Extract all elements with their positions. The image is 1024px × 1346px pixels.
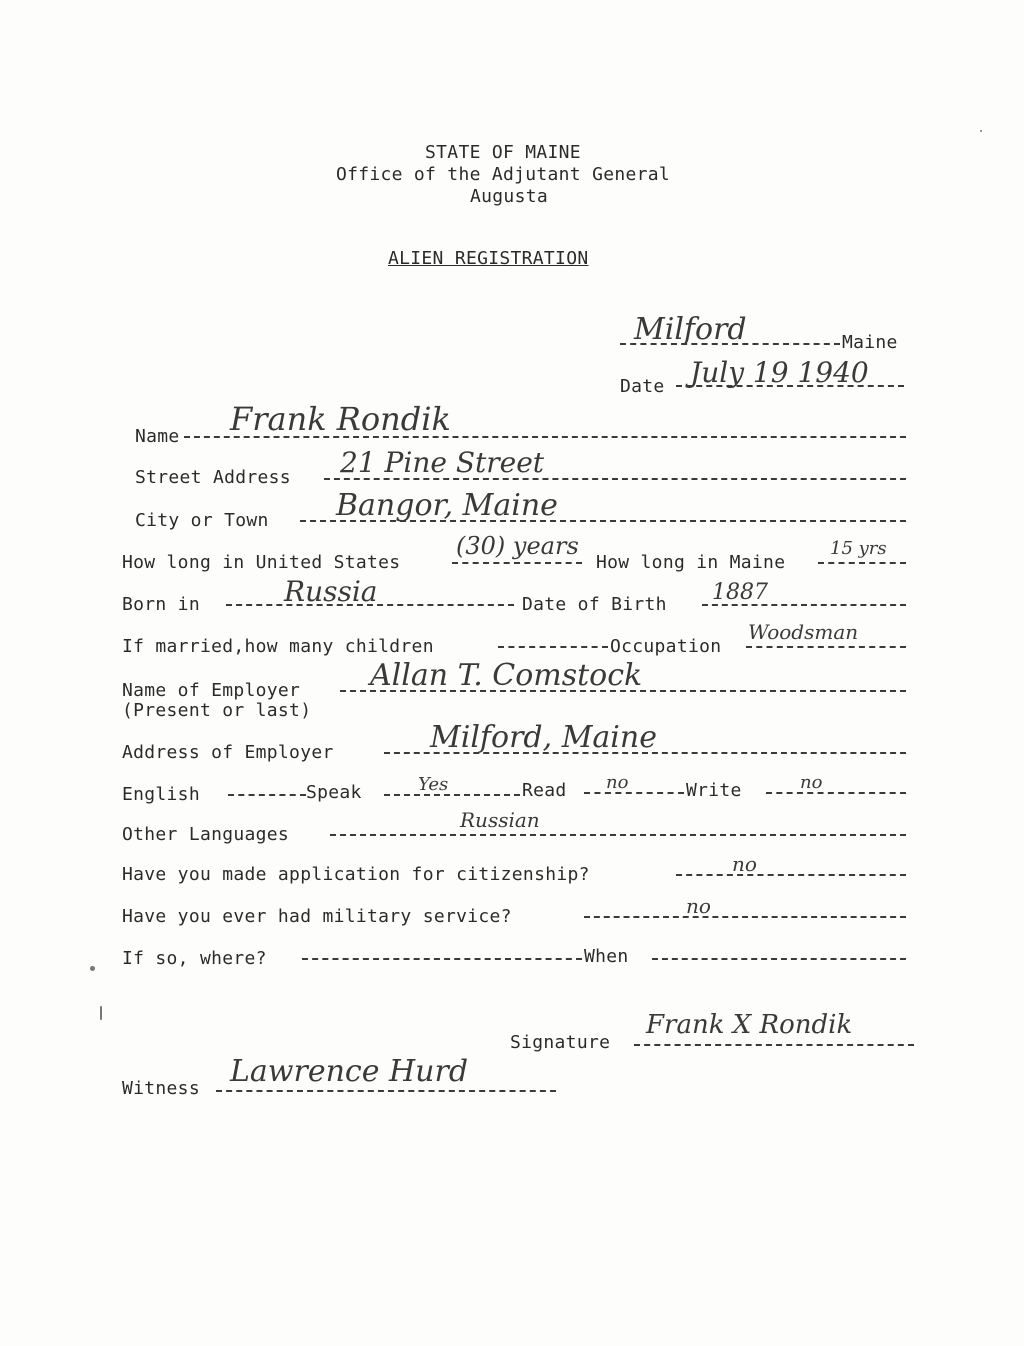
employer-address-label: Address of Employer — [122, 742, 334, 763]
other-languages-value: Russian — [460, 808, 540, 832]
other-languages-label: Other Languages — [122, 824, 290, 845]
signature-label: Signature — [510, 1032, 611, 1053]
children-rule — [498, 646, 608, 648]
witness-value: Lawrence Hurd — [230, 1054, 469, 1089]
when-label: When — [584, 946, 629, 967]
scan-speck — [980, 130, 982, 132]
military-rule — [584, 916, 906, 918]
how-long-us-value: (30) years — [456, 532, 579, 560]
when-rule — [652, 958, 906, 960]
name-label: Name — [135, 426, 180, 447]
how-long-us-rule — [452, 562, 582, 564]
military-label: Have you ever had military service? — [122, 906, 512, 927]
dob-label: Date of Birth — [522, 594, 667, 615]
place-suffix: Maine — [842, 332, 898, 353]
military-value: no — [686, 894, 711, 918]
how-long-maine-rule — [818, 562, 906, 564]
speak-label: Speak — [306, 782, 362, 803]
witness-label: Witness — [122, 1078, 200, 1099]
other-languages-rule — [330, 834, 906, 836]
english-rule — [228, 794, 306, 796]
write-rule — [766, 792, 906, 794]
children-label: If married,how many children — [122, 636, 434, 657]
header-state: STATE OF MAINE — [425, 142, 581, 163]
header-office: Office of the Adjutant General — [335, 164, 671, 185]
dob-value: 1887 — [712, 580, 768, 605]
how-long-maine-label: How long in Maine — [596, 552, 786, 573]
occupation-label: Occupation — [610, 636, 722, 657]
city-value: Bangor, Maine — [336, 488, 558, 523]
scan-speck — [100, 1006, 102, 1020]
born-in-value: Russia — [284, 575, 378, 608]
witness-rule — [216, 1090, 556, 1092]
write-label: Write — [686, 780, 742, 801]
employer-label: Name of Employer — [122, 680, 301, 701]
occupation-rule — [746, 646, 906, 648]
born-in-label: Born in — [122, 594, 200, 615]
citizenship-label: Have you made application for citizenship? — [122, 864, 590, 885]
header-city: Augusta — [470, 186, 548, 207]
speak-value: Yes — [418, 774, 449, 795]
how-long-maine-value: 15 yrs — [830, 538, 887, 559]
read-value: no — [606, 772, 629, 793]
signature-value: Frank X Rondik — [646, 1010, 853, 1040]
signature-rule — [634, 1044, 914, 1046]
read-label: Read — [522, 780, 567, 801]
date-label: Date — [620, 376, 665, 397]
place-value: Milford — [634, 312, 747, 347]
english-label: English — [122, 784, 200, 805]
employer-value: Allan T. Comstock — [370, 658, 643, 693]
date-value: July 19 1940 — [690, 356, 869, 389]
citizenship-value: no — [732, 852, 757, 876]
how-long-us-label: How long in United States — [122, 552, 401, 573]
employer-label-2: (Present or last) — [122, 700, 312, 721]
write-value: no — [800, 772, 823, 793]
scan-speck — [90, 966, 95, 971]
employer-address-value: Milford, Maine — [430, 720, 657, 755]
city-label: City or Town — [135, 510, 269, 531]
occupation-value: Woodsman — [748, 620, 859, 644]
where-rule — [302, 958, 582, 960]
where-label: If so, where? — [122, 948, 267, 969]
citizenship-rule — [676, 874, 906, 876]
speak-rule — [384, 794, 520, 796]
name-value: Frank Rondik — [230, 400, 451, 438]
street-label: Street Address — [135, 467, 291, 488]
read-rule — [584, 792, 684, 794]
form-title: ALIEN REGISTRATION — [388, 248, 589, 269]
street-value: 21 Pine Street — [340, 446, 545, 479]
